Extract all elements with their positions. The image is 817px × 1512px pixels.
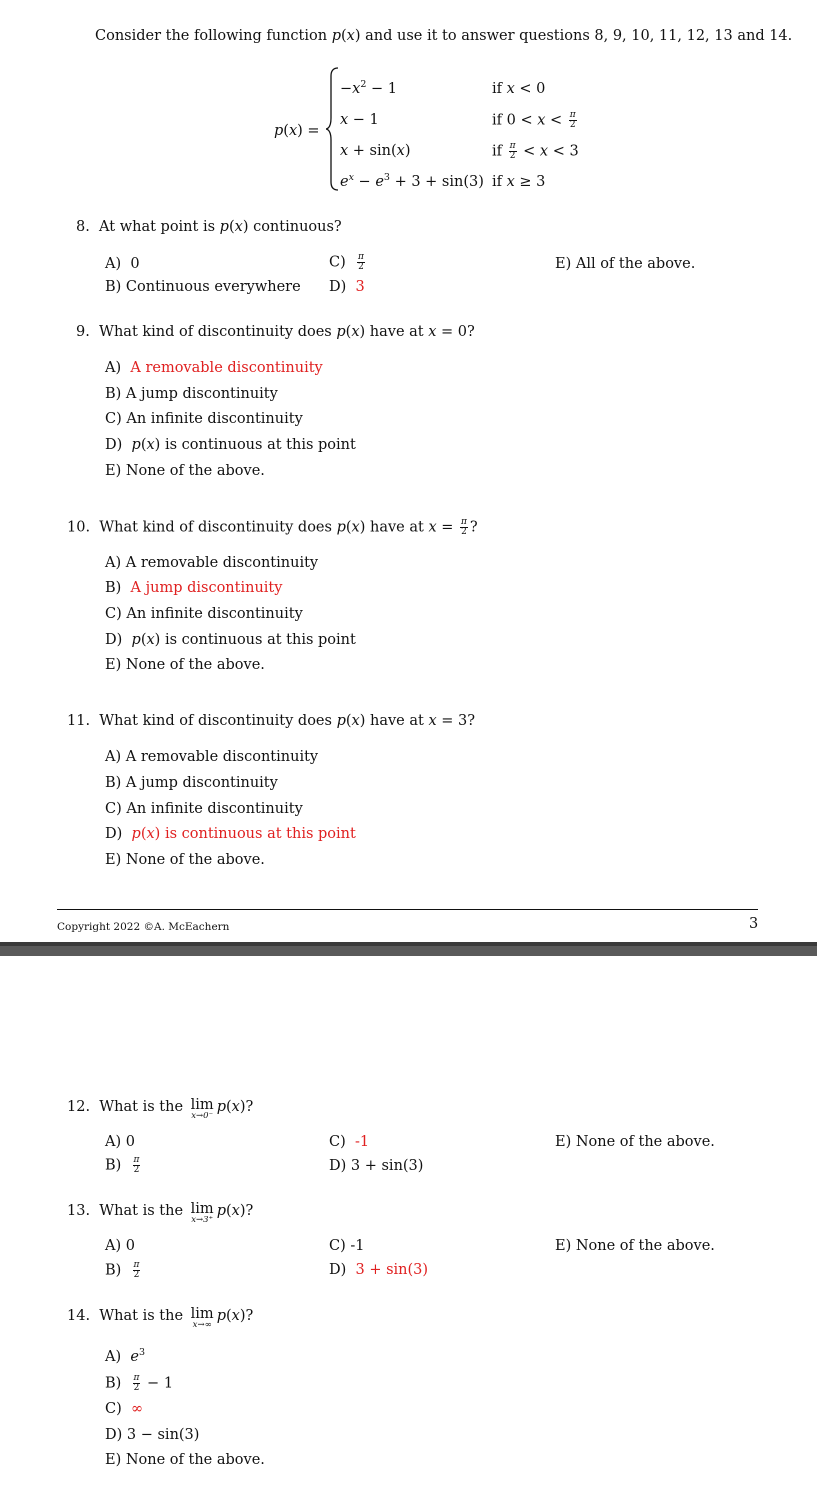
q14-option-b: B) $\frac{\pi}{2}$ − 1	[105, 1373, 174, 1393]
q9-option-d: D) p(x) is continuous at this point	[105, 437, 356, 453]
q11-option-a: A) A removable discontinuity	[105, 749, 319, 765]
q8-option-c: C) $\frac{\pi}{2}$	[329, 252, 364, 272]
case-1-expr: $-x^2 - 1$	[340, 79, 397, 97]
q12-answer: -1	[354, 1134, 370, 1150]
case-3-cond: if $\frac{\pi}{2}$ < x < 3	[492, 141, 579, 161]
page-4	[0, 956, 817, 1512]
q14-option-d: D) 3 − sin(3)	[105, 1427, 200, 1443]
q10-option-c: C) An infinite discontinuity	[105, 606, 303, 622]
question-8: 8. At what point is p(x) continuous?	[76, 219, 342, 235]
q8-option-e: E) All of the above.	[555, 256, 696, 272]
question-11: 11. What kind of discontinuity does p(x) have at x = 3?	[67, 713, 475, 729]
q14-option-e: E) None of the above.	[105, 1452, 265, 1468]
q9-option-c: C) An infinite discontinuity	[105, 411, 303, 427]
question-13: 13. What is the lim x→3⁺ p(x)?	[67, 1201, 254, 1225]
q9-answer: A removable discontinuity	[130, 360, 323, 376]
q11-option-b: B) A jump discontinuity	[105, 775, 278, 791]
q11-option-c: C) An infinite discontinuity	[105, 801, 303, 817]
q12-option-e: E) None of the above.	[555, 1134, 715, 1150]
q14-option-c: C) ∞	[105, 1401, 144, 1417]
case-2-expr: x − 1	[340, 112, 379, 128]
q10-option-e: E) None of the above.	[105, 657, 265, 673]
q10-option-b: B) A jump discontinuity	[105, 580, 283, 596]
q13-option-a: A) 0	[105, 1238, 135, 1254]
case-4-expr: $e^x - e^3 + 3 + \sin(3)$	[340, 172, 484, 190]
intro-text-value: Consider the following function p(x) and use it to answer questions 8, 9, 10, 11, 12, 13 and 14.	[95, 28, 793, 44]
q8-option-d: D) 3	[329, 279, 365, 295]
q10-option-a: A) A removable discontinuity	[105, 555, 319, 571]
question-10: 10. What kind of discontinuity does p(x) have at x = $\frac{\pi}{2}$ ?	[67, 517, 478, 537]
q11-option-d: D) p(x) is continuous at this point	[105, 826, 356, 842]
q14-option-a: A) $e^3$	[105, 1347, 145, 1365]
q8-option-b: B) Continuous everywhere	[105, 279, 301, 295]
question-14: 14. What is the lim x→∞ p(x)?	[67, 1306, 254, 1330]
q13-limit-subscript: x→3⁺	[191, 1215, 214, 1225]
page-separator	[0, 942, 817, 956]
q13-option-c: C) -1	[329, 1238, 365, 1254]
question-12: 12. What is the lim x→0⁻ p(x)?	[67, 1097, 254, 1121]
curly-brace-icon	[326, 66, 340, 192]
intro-text	[95, 27, 792, 45]
case-1-cond: if x < 0	[492, 81, 546, 97]
q12-option-b: B) $\frac{\pi}{2}$	[105, 1155, 140, 1175]
q13-option-d: D) 3 + sin(3)	[329, 1262, 429, 1278]
footer-page-number: 3	[749, 916, 759, 932]
q10-option-d: D) p(x) is continuous at this point	[105, 632, 356, 648]
question-9: 9. What kind of discontinuity does p(x) have at x = 0?	[76, 324, 475, 340]
q13-option-b: B) $\frac{\pi}{2}$	[105, 1260, 140, 1280]
q13-option-e: E) None of the above.	[555, 1238, 715, 1254]
case-2-cond: if 0 < x < $\frac{\pi}{2}$	[492, 110, 576, 130]
footer-rule	[57, 909, 758, 910]
q12-option-c: C) -1	[329, 1134, 370, 1150]
q14-answer: ∞	[130, 1401, 144, 1417]
q11-answer: p(x) is continuous at this point	[131, 826, 356, 842]
q9-option-b: B) A jump discontinuity	[105, 386, 278, 402]
q12-option-d: D) 3 + sin(3)	[329, 1158, 424, 1174]
q8-answer: 3	[355, 279, 365, 295]
footer-copyright: Copyright 2022 ©A. McEachern	[57, 921, 230, 933]
q9-option-a: A) A removable discontinuity	[105, 360, 323, 376]
case-3-expr: x + sin(x)	[340, 143, 411, 159]
case-4-cond: if x ≥ 3	[492, 174, 546, 190]
q11-option-e: E) None of the above.	[105, 852, 265, 868]
function-label: p(x) =	[274, 123, 320, 139]
q8-option-a: A) 0	[105, 256, 140, 272]
q13-answer: 3 + sin(3)	[355, 1262, 429, 1278]
q12-limit-subscript: x→0⁻	[191, 1111, 214, 1121]
q12-option-a: A) 0	[105, 1134, 135, 1150]
q10-answer: A jump discontinuity	[130, 580, 283, 596]
q14-limit-subscript: x→∞	[192, 1320, 212, 1330]
q9-option-e: E) None of the above.	[105, 463, 265, 479]
